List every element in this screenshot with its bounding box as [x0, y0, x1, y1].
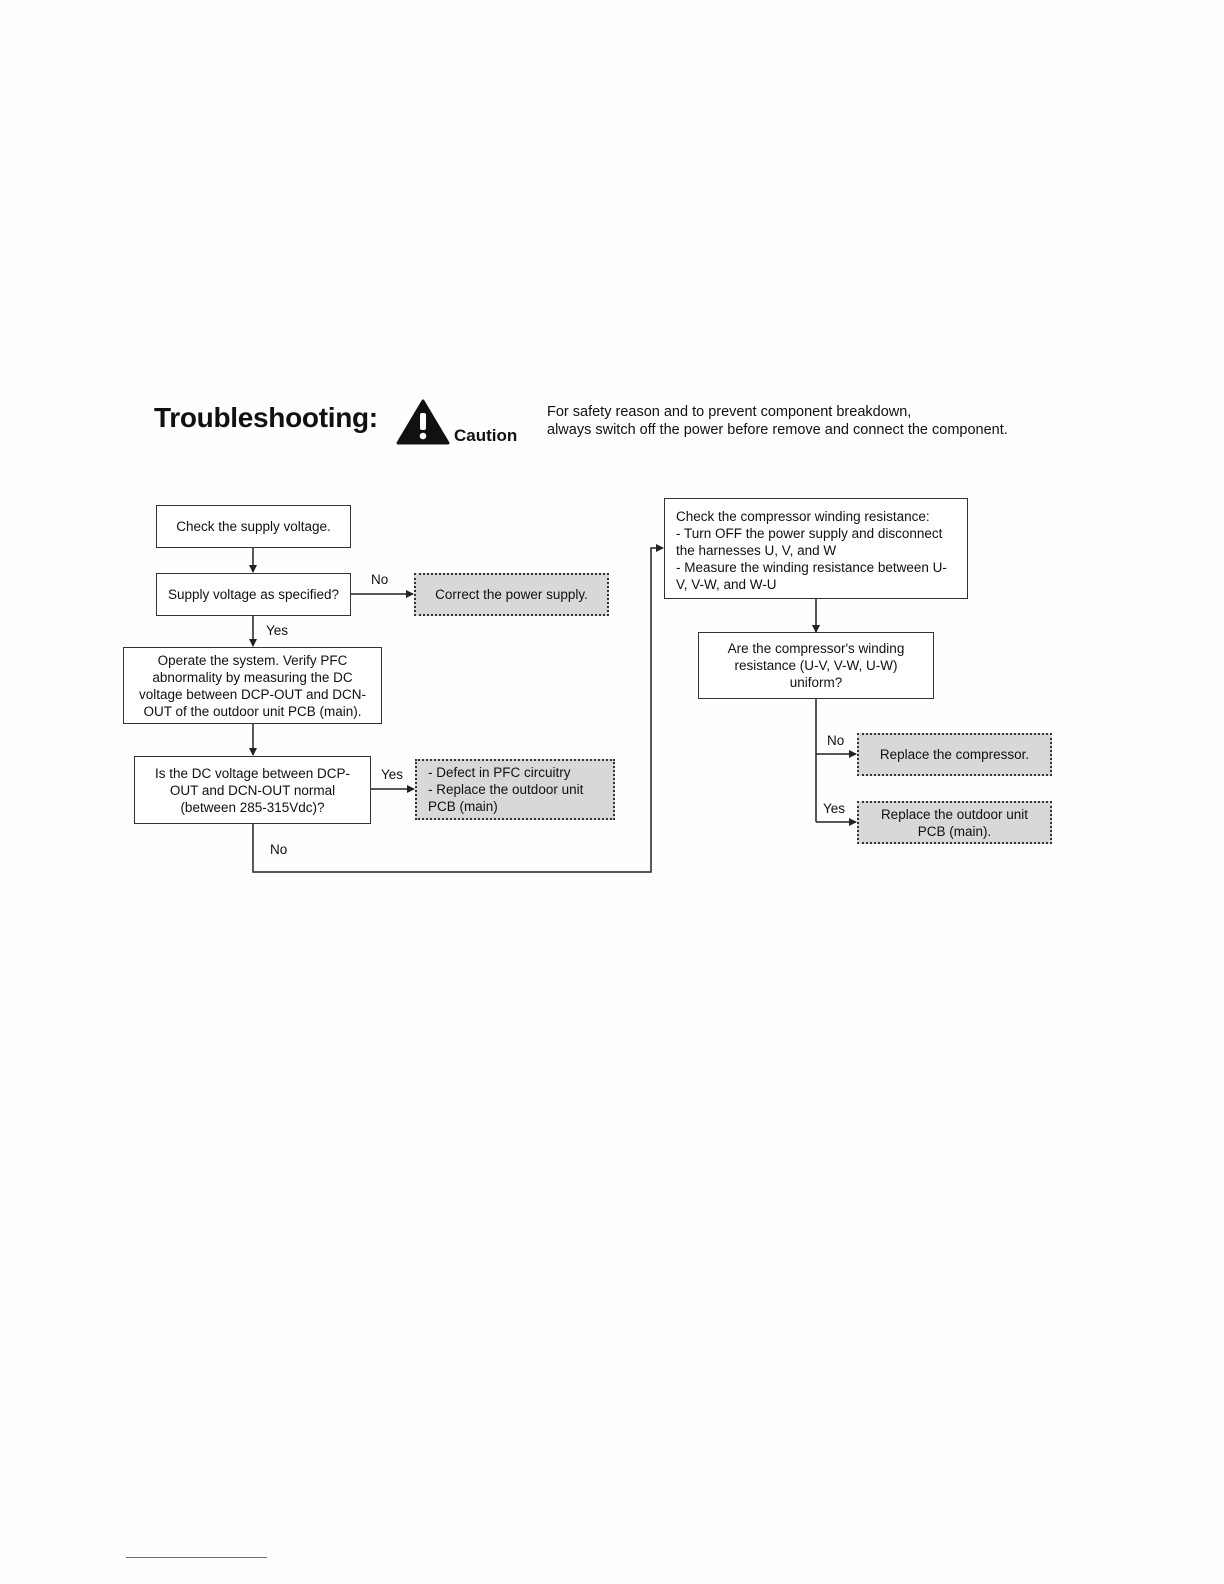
node-text-line: uniform?: [789, 675, 843, 690]
node-replace-compressor: [857, 733, 1052, 776]
node-text-line: the harnesses U, V, and W: [676, 543, 837, 558]
node-text-line: OUT of the outdoor unit PCB (main).: [143, 703, 362, 719]
node-operate-system: [123, 647, 382, 724]
node-text-line: Are the compressor's winding: [727, 641, 905, 656]
node-text-line: V, V-W, and W-U: [676, 577, 777, 592]
node-text-line: Is the DC voltage between DCP-: [154, 765, 351, 781]
node-replace-outdoor-pcb: [857, 801, 1052, 844]
page-title: Troubleshooting:: [154, 402, 378, 433]
node-text-line: Check the compressor winding resistance:: [676, 509, 930, 524]
safety-notice-line: always switch off the power before remove and connect the component.: [547, 422, 1008, 438]
node-text-line: - Measure the winding resistance between U-: [676, 560, 947, 575]
safety-notice: [547, 403, 1008, 439]
node-text-line: voltage between DCP-OUT and DCN-: [138, 686, 367, 702]
node-supply-voltage-specified: [156, 573, 351, 616]
node-check-winding-resistance: [664, 498, 968, 599]
edge-label-no: No: [371, 572, 389, 587]
node-text-line: - Turn OFF the power supply and disconnect: [676, 526, 943, 541]
node-check-supply-voltage: [156, 505, 351, 548]
node-text-line: PCB (main).: [917, 823, 992, 839]
warning-triangle-icon: [396, 399, 450, 445]
node-text-line: PCB (main): [428, 799, 498, 814]
node-text-line: abnormality by measuring the DC: [152, 669, 353, 685]
safety-notice-line: For safety reason and to prevent component breakdown,: [547, 404, 912, 420]
node-pfc-defect: [415, 759, 615, 820]
node-text: Correct the power supply.: [435, 587, 588, 602]
caution-label: Caution: [454, 426, 518, 445]
node-winding-uniform-question: [698, 632, 934, 699]
node-text-line: Operate the system. Verify PFC: [157, 652, 348, 668]
node-text: Replace the compressor.: [879, 747, 1030, 762]
node-text-line: Replace the outdoor unit: [880, 806, 1029, 822]
node-text-line: OUT and DCN-OUT normal: [169, 782, 336, 798]
node-text: Check the supply voltage.: [176, 519, 331, 534]
edge-label-yes: Yes: [823, 801, 846, 816]
node-text-line: (between 285-315Vdc)?: [180, 799, 325, 815]
node-text-line: resistance (U-V, V-W, U-W): [734, 658, 898, 673]
node-text-line: - Replace the outdoor unit: [428, 782, 584, 797]
node-text: Supply voltage as specified?: [167, 587, 340, 602]
footer-rule: [126, 1557, 267, 1558]
edge-label-yes: Yes: [266, 623, 289, 638]
node-correct-power-supply: [414, 573, 609, 616]
node-dc-voltage-question: [134, 756, 371, 824]
node-text-line: - Defect in PFC circuitry: [428, 765, 571, 780]
edge-label-yes: Yes: [381, 767, 404, 782]
edge-label-no: No: [827, 733, 845, 748]
edge-label-no: No: [270, 842, 288, 857]
